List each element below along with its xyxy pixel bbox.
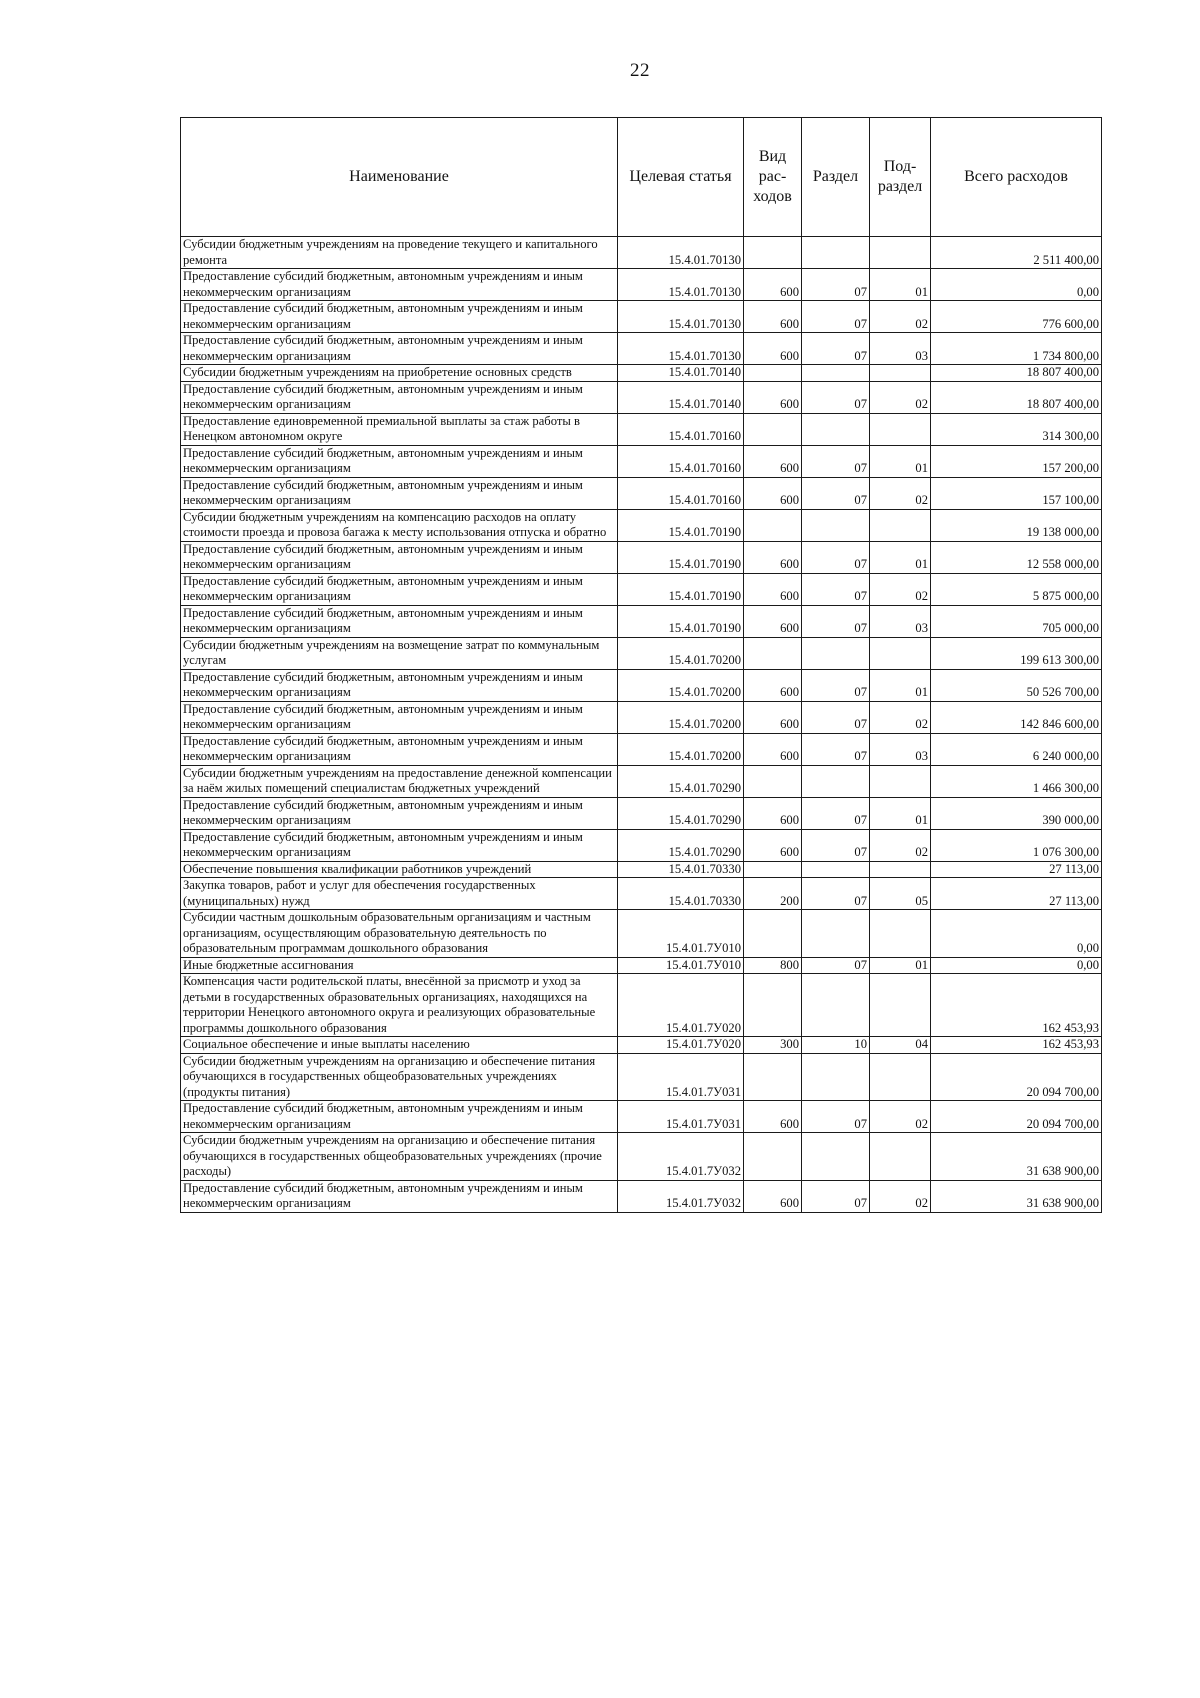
cell-section: 07 [802, 829, 870, 861]
cell-name: Предоставление субсидий бюджетным, автономным учреждениям и иным некоммерческим организациям [181, 445, 618, 477]
cell-name: Субсидии бюджетным учреждениям на организацию и обеспечение питания обучающихся в государственных общеобразовательных учреждениях (прочие расходы) [181, 1133, 618, 1181]
cell-section [802, 637, 870, 669]
cell-subsection [870, 509, 931, 541]
cell-subsection: 02 [870, 477, 931, 509]
cell-subsection [870, 365, 931, 382]
cell-expense-type: 600 [744, 701, 802, 733]
cell-target-article: 15.4.01.70190 [618, 541, 744, 573]
cell-target-article: 15.4.01.70200 [618, 701, 744, 733]
cell-target-article: 15.4.01.70290 [618, 829, 744, 861]
table-row [181, 1180, 1102, 1212]
cell-name: Субсидии бюджетным учреждениям на предоставление денежной компенсации за наём жилых помещений специалистам бюджетных учреждений [181, 765, 618, 797]
cell-name: Предоставление субсидий бюджетным, автономным учреждениям и иным некоммерческим организациям [181, 701, 618, 733]
table-row [181, 829, 1102, 861]
cell-subsection [870, 974, 931, 1037]
table-row [181, 1133, 1102, 1181]
cell-section: 07 [802, 878, 870, 910]
cell-target-article: 15.4.01.7У032 [618, 1180, 744, 1212]
cell-target-article: 15.4.01.7У010 [618, 910, 744, 958]
cell-name: Обеспечение повышения квалификации работников учреждений [181, 861, 618, 878]
cell-expense-type [744, 237, 802, 269]
cell-subsection [870, 637, 931, 669]
cell-total: 157 100,00 [931, 477, 1102, 509]
cell-target-article: 15.4.01.70140 [618, 365, 744, 382]
cell-expense-type [744, 765, 802, 797]
table-row [181, 765, 1102, 797]
cell-total: 776 600,00 [931, 301, 1102, 333]
cell-subsection [870, 861, 931, 878]
page-number: 22 [630, 60, 650, 81]
cell-expense-type: 600 [744, 541, 802, 573]
cell-target-article: 15.4.01.70190 [618, 573, 744, 605]
cell-target-article: 15.4.01.7У031 [618, 1053, 744, 1101]
cell-target-article: 15.4.01.70160 [618, 413, 744, 445]
cell-subsection [870, 237, 931, 269]
cell-target-article: 15.4.01.70130 [618, 333, 744, 365]
cell-expense-type: 600 [744, 1101, 802, 1133]
cell-name: Предоставление субсидий бюджетным, автономным учреждениям и иным некоммерческим организациям [181, 733, 618, 765]
cell-expense-type [744, 413, 802, 445]
header-target-article: Целевая статья [618, 118, 744, 237]
cell-name: Предоставление субсидий бюджетным, автономным учреждениям и иным некоммерческим организациям [181, 669, 618, 701]
table-row [181, 301, 1102, 333]
cell-section: 07 [802, 957, 870, 974]
header-expense-type: Вид рас-ходов [744, 118, 802, 237]
cell-name: Предоставление единовременной премиальной выплаты за стаж работы в Ненецком автономном округе [181, 413, 618, 445]
cell-target-article: 15.4.01.70200 [618, 637, 744, 669]
cell-expense-type: 600 [744, 301, 802, 333]
cell-name: Предоставление субсидий бюджетным, автономным учреждениям и иным некоммерческим организациям [181, 541, 618, 573]
cell-section [802, 910, 870, 958]
cell-subsection [870, 413, 931, 445]
cell-expense-type [744, 1133, 802, 1181]
table-row [181, 1101, 1102, 1133]
cell-section: 07 [802, 1101, 870, 1133]
table-row [181, 413, 1102, 445]
cell-expense-type: 600 [744, 269, 802, 301]
table-row [181, 333, 1102, 365]
cell-name: Предоставление субсидий бюджетным, автономным учреждениям и иным некоммерческим организациям [181, 829, 618, 861]
cell-target-article: 15.4.01.70290 [618, 765, 744, 797]
cell-expense-type [744, 509, 802, 541]
cell-target-article: 15.4.01.70200 [618, 669, 744, 701]
cell-name: Предоставление субсидий бюджетным, автономным учреждениям и иным некоммерческим организациям [181, 477, 618, 509]
cell-total: 0,00 [931, 269, 1102, 301]
cell-target-article: 15.4.01.70140 [618, 381, 744, 413]
cell-total: 2 511 400,00 [931, 237, 1102, 269]
cell-subsection: 04 [870, 1037, 931, 1054]
cell-subsection [870, 765, 931, 797]
cell-name: Субсидии бюджетным учреждениям на организацию и обеспечение питания обучающихся в государственных общеобразовательных учреждениях (продукты питания) [181, 1053, 618, 1101]
cell-subsection: 03 [870, 733, 931, 765]
cell-name: Субсидии бюджетным учреждениям на возмещение затрат по коммунальным услугам [181, 637, 618, 669]
cell-total: 1 466 300,00 [931, 765, 1102, 797]
cell-section: 07 [802, 477, 870, 509]
budget-table [180, 117, 1102, 1213]
cell-section [802, 237, 870, 269]
cell-name: Закупка товаров, работ и услуг для обеспечения государственных (муниципальных) нужд [181, 878, 618, 910]
cell-expense-type [744, 365, 802, 382]
cell-subsection: 02 [870, 381, 931, 413]
cell-total: 705 000,00 [931, 605, 1102, 637]
cell-total: 142 846 600,00 [931, 701, 1102, 733]
cell-expense-type [744, 861, 802, 878]
cell-expense-type: 600 [744, 573, 802, 605]
cell-subsection: 03 [870, 333, 931, 365]
cell-name: Предоставление субсидий бюджетным, автономным учреждениям и иным некоммерческим организациям [181, 301, 618, 333]
cell-section: 07 [802, 733, 870, 765]
cell-total: 12 558 000,00 [931, 541, 1102, 573]
table-row [181, 605, 1102, 637]
table-row [181, 1037, 1102, 1054]
cell-total: 27 113,00 [931, 861, 1102, 878]
cell-target-article: 15.4.01.70200 [618, 733, 744, 765]
cell-expense-type: 600 [744, 381, 802, 413]
cell-expense-type [744, 974, 802, 1037]
cell-total: 27 113,00 [931, 878, 1102, 910]
cell-subsection [870, 1053, 931, 1101]
cell-total: 0,00 [931, 910, 1102, 958]
cell-target-article: 15.4.01.70130 [618, 237, 744, 269]
table-row [181, 733, 1102, 765]
cell-subsection: 02 [870, 301, 931, 333]
cell-section [802, 861, 870, 878]
cell-subsection: 01 [870, 445, 931, 477]
cell-expense-type: 600 [744, 605, 802, 637]
cell-target-article: 15.4.01.7У031 [618, 1101, 744, 1133]
cell-expense-type: 600 [744, 669, 802, 701]
cell-name: Субсидии частным дошкольным образовательным организациям и частным организациям, осуществляющим образовательную деятельность по образовательным программам дошкольного образования [181, 910, 618, 958]
cell-subsection: 05 [870, 878, 931, 910]
table-row [181, 669, 1102, 701]
table-row [181, 237, 1102, 269]
cell-total: 31 638 900,00 [931, 1133, 1102, 1181]
cell-subsection: 01 [870, 269, 931, 301]
cell-total: 18 807 400,00 [931, 365, 1102, 382]
cell-target-article: 15.4.01.70330 [618, 878, 744, 910]
cell-section [802, 974, 870, 1037]
table-header-row [181, 118, 1102, 237]
cell-target-article: 15.4.01.70190 [618, 509, 744, 541]
table-row [181, 957, 1102, 974]
cell-expense-type [744, 637, 802, 669]
table-row [181, 509, 1102, 541]
cell-total: 390 000,00 [931, 797, 1102, 829]
cell-name: Предоставление субсидий бюджетным, автономным учреждениям и иным некоммерческим организациям [181, 1101, 618, 1133]
cell-expense-type: 600 [744, 733, 802, 765]
cell-name: Предоставление субсидий бюджетным, автономным учреждениям и иным некоммерческим организациям [181, 1180, 618, 1212]
cell-expense-type: 200 [744, 878, 802, 910]
cell-section: 07 [802, 381, 870, 413]
cell-total: 6 240 000,00 [931, 733, 1102, 765]
cell-section: 07 [802, 1180, 870, 1212]
cell-total: 314 300,00 [931, 413, 1102, 445]
cell-subsection: 02 [870, 701, 931, 733]
cell-expense-type: 600 [744, 829, 802, 861]
cell-expense-type [744, 910, 802, 958]
table-body [181, 237, 1102, 1213]
cell-target-article: 15.4.01.7У032 [618, 1133, 744, 1181]
cell-subsection: 03 [870, 605, 931, 637]
cell-name: Предоставление субсидий бюджетным, автономным учреждениям и иным некоммерческим организациям [181, 333, 618, 365]
cell-target-article: 15.4.01.70160 [618, 477, 744, 509]
cell-total: 0,00 [931, 957, 1102, 974]
table-row [181, 701, 1102, 733]
cell-subsection: 01 [870, 957, 931, 974]
cell-total: 162 453,93 [931, 974, 1102, 1037]
table-row [181, 445, 1102, 477]
cell-target-article: 15.4.01.7У020 [618, 974, 744, 1037]
cell-total: 157 200,00 [931, 445, 1102, 477]
cell-section [802, 365, 870, 382]
cell-section: 07 [802, 669, 870, 701]
cell-section [802, 765, 870, 797]
cell-section: 07 [802, 269, 870, 301]
table-row [181, 365, 1102, 382]
cell-expense-type: 600 [744, 445, 802, 477]
table-row [181, 381, 1102, 413]
cell-subsection: 01 [870, 541, 931, 573]
cell-expense-type: 300 [744, 1037, 802, 1054]
cell-expense-type: 800 [744, 957, 802, 974]
table-row [181, 861, 1102, 878]
cell-total: 19 138 000,00 [931, 509, 1102, 541]
cell-total: 1 076 300,00 [931, 829, 1102, 861]
table-row [181, 541, 1102, 573]
cell-subsection [870, 1133, 931, 1181]
cell-target-article: 15.4.01.70130 [618, 301, 744, 333]
cell-section: 07 [802, 797, 870, 829]
cell-name: Компенсация части родительской платы, внесённой за присмотр и уход за детьми в государственных образовательных организациях, находящихся на территории Ненецкого автономного округа и реализующих образовательные программы дошкольного образования [181, 974, 618, 1037]
cell-section [802, 509, 870, 541]
cell-name: Предоставление субсидий бюджетным, автономным учреждениям и иным некоммерческим организациям [181, 269, 618, 301]
cell-section [802, 1133, 870, 1181]
cell-section: 07 [802, 333, 870, 365]
cell-total: 20 094 700,00 [931, 1053, 1102, 1101]
cell-subsection: 02 [870, 573, 931, 605]
cell-target-article: 15.4.01.70160 [618, 445, 744, 477]
cell-section [802, 1053, 870, 1101]
cell-total: 50 526 700,00 [931, 669, 1102, 701]
cell-expense-type [744, 1053, 802, 1101]
cell-total: 20 094 700,00 [931, 1101, 1102, 1133]
cell-section: 07 [802, 573, 870, 605]
cell-section: 07 [802, 301, 870, 333]
cell-name: Социальное обеспечение и иные выплаты населению [181, 1037, 618, 1054]
cell-target-article: 15.4.01.70190 [618, 605, 744, 637]
table-row [181, 637, 1102, 669]
header-total-expenses: Всего расходов [931, 118, 1102, 237]
cell-expense-type: 600 [744, 1180, 802, 1212]
table-row [181, 797, 1102, 829]
table-row [181, 878, 1102, 910]
cell-section: 07 [802, 445, 870, 477]
header-subsection: Под-раздел [870, 118, 931, 237]
cell-name: Предоставление субсидий бюджетным, автономным учреждениям и иным некоммерческим организациям [181, 797, 618, 829]
cell-name: Субсидии бюджетным учреждениям на приобретение основных средств [181, 365, 618, 382]
cell-name: Субсидии бюджетным учреждениям на проведение текущего и капитального ремонта [181, 237, 618, 269]
cell-total: 199 613 300,00 [931, 637, 1102, 669]
cell-total: 31 638 900,00 [931, 1180, 1102, 1212]
cell-total: 162 453,93 [931, 1037, 1102, 1054]
cell-subsection: 02 [870, 1101, 931, 1133]
cell-expense-type: 600 [744, 477, 802, 509]
table-row [181, 573, 1102, 605]
cell-section [802, 413, 870, 445]
cell-subsection: 02 [870, 1180, 931, 1212]
cell-name: Предоставление субсидий бюджетным, автономным учреждениям и иным некоммерческим организациям [181, 605, 618, 637]
cell-target-article: 15.4.01.70290 [618, 797, 744, 829]
header-section: Раздел [802, 118, 870, 237]
table-row [181, 1053, 1102, 1101]
cell-target-article: 15.4.01.7У010 [618, 957, 744, 974]
cell-section: 07 [802, 701, 870, 733]
cell-name: Предоставление субсидий бюджетным, автономным учреждениям и иным некоммерческим организациям [181, 573, 618, 605]
cell-subsection: 02 [870, 829, 931, 861]
cell-section: 07 [802, 605, 870, 637]
cell-section: 07 [802, 541, 870, 573]
cell-section: 10 [802, 1037, 870, 1054]
cell-target-article: 15.4.01.70330 [618, 861, 744, 878]
cell-total: 18 807 400,00 [931, 381, 1102, 413]
table-row [181, 974, 1102, 1037]
cell-name: Иные бюджетные ассигнования [181, 957, 618, 974]
cell-expense-type: 600 [744, 797, 802, 829]
cell-subsection: 01 [870, 669, 931, 701]
cell-target-article: 15.4.01.7У020 [618, 1037, 744, 1054]
cell-total: 5 875 000,00 [931, 573, 1102, 605]
cell-name: Субсидии бюджетным учреждениям на компенсацию расходов на оплату стоимости проезда и провоза багажа к месту использования отпуска и обратно [181, 509, 618, 541]
cell-subsection [870, 910, 931, 958]
table-row [181, 269, 1102, 301]
cell-total: 1 734 800,00 [931, 333, 1102, 365]
cell-expense-type: 600 [744, 333, 802, 365]
cell-target-article: 15.4.01.70130 [618, 269, 744, 301]
header-name: Наименование [181, 118, 618, 237]
table-row [181, 910, 1102, 958]
cell-name: Предоставление субсидий бюджетным, автономным учреждениям и иным некоммерческим организациям [181, 381, 618, 413]
cell-subsection: 01 [870, 797, 931, 829]
table-row [181, 477, 1102, 509]
